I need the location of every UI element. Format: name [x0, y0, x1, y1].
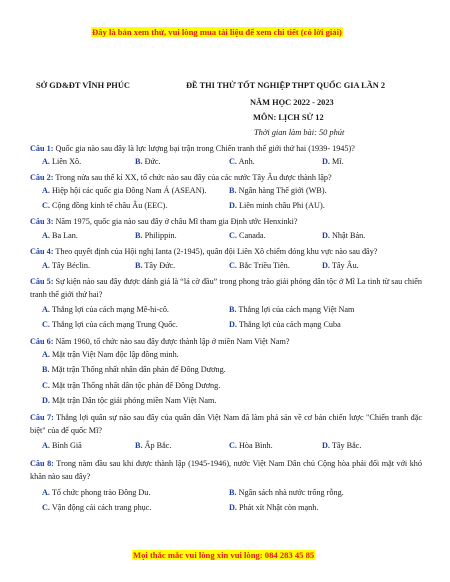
option-c: C. Mặt trận Thống nhất dân tộc phản đế Đông Dương.	[42, 381, 221, 390]
option-b: B. Ngân sách nhà nước trống rỗng.	[229, 488, 344, 497]
option-b: B. Thắng lợi của cách mạng Việt Nam	[229, 305, 355, 314]
question-text: Sự kiện nào sau đây được đánh giá là “lá cờ đầu” trong phong trào giải phóng dân tộc ở Mĩ La tinh từ sau chiến tranh thế giới thứ hai?	[30, 277, 423, 299]
question-number: Câu 2:	[30, 173, 54, 182]
option-b: B. Philippin.	[135, 231, 177, 240]
option-c: C. Thắng lợi của cách mạng Trung Quốc.	[42, 320, 178, 329]
preview-notice-banner: Đây là bản xem thử, vui lòng mua tài liệu để xem chi tiết (có lời giải)	[92, 27, 342, 37]
question-text: Trong năm đầu sau khi được thành lập (1945-1946), nước Việt Nam Dân chủ Cộng hòa phải đối mặt với khó khăn nào sau đây?	[30, 459, 422, 481]
department-name: SỞ GD&ĐT VĨNH PHÚC	[36, 81, 130, 90]
option-d: D. Phát xít Nhật còn mạnh.	[229, 503, 319, 512]
option-b: B. Ngân hàng Thế giới (WB).	[229, 186, 327, 195]
option-a: A. Bình Giã	[42, 441, 82, 450]
question-text: Quốc gia nào sau đây là lực lượng bại trận trong Chiến tranh thế giới thứ hai (1939- 1945)?	[55, 144, 355, 153]
question-number: Câu 8:	[30, 459, 54, 468]
option-c: C. Canada.	[229, 231, 266, 240]
question-3	[30, 215, 422, 228]
question-text: Thắng lợi quân sự nào sau đây của quân dân Việt Nam đã làm phá sản về cơ bản chiến lược "Chiến tranh đặc biệt" của đế quốc Mĩ?	[30, 413, 422, 435]
option-a: A. Ba Lan.	[42, 231, 78, 240]
option-d: D. Nhật Bản.	[322, 231, 366, 240]
question-7	[30, 411, 422, 437]
option-a: A. Tây Béclin.	[42, 261, 91, 270]
contact-banner: Mọi thắc mắc vui lòng xin vui lòng: 084 283 45 85	[133, 550, 315, 560]
option-a: A. Liên Xô.	[42, 157, 82, 166]
option-a: A. Thắng lợi của cách mạng Mê-hi-cô.	[42, 305, 169, 314]
option-d: D. Mặt trận Dân tộc giải phóng miền Nam Việt Nam.	[42, 396, 217, 405]
question-number: Câu 3:	[30, 217, 54, 226]
subject-name: MÔN: LỊCH SỬ 12	[253, 113, 324, 122]
question-2	[30, 171, 422, 184]
option-d: D. Liên minh châu Phi (AU).	[229, 201, 325, 210]
question-1	[30, 142, 422, 155]
option-c: C. Hòa Bình.	[229, 441, 273, 450]
exam-title: ĐỀ THI THỬ TỐT NGHIỆP THPT QUỐC GIA LẦN 2	[186, 81, 386, 90]
question-number: Câu 5:	[30, 277, 54, 286]
option-b: B. Đức.	[135, 157, 161, 166]
option-b: B. Tây Đức.	[135, 261, 176, 270]
question-6	[30, 335, 422, 348]
option-d: D. Tây Âu.	[322, 261, 359, 270]
option-c: C. Vận động cải cách trang phục.	[42, 503, 152, 512]
time-allowed: Thời gian làm bài: 50 phút	[254, 128, 345, 137]
option-b: B. Mặt trận Thống nhất nhân dân phản đế Đông Dương.	[42, 365, 226, 374]
option-d: D. Tây Bắc.	[322, 441, 362, 450]
option-a: A. Hiệp hội các quốc gia Đông Nam Á (ASEAN).	[42, 186, 207, 195]
question-8	[30, 457, 422, 483]
option-d: D. Thắng lợi của cách mạng Cuba	[229, 320, 341, 329]
question-4	[30, 245, 422, 258]
option-a: A. Tổ chức phong trào Đông Du.	[42, 488, 151, 497]
option-c: C. Cộng đồng kinh tế châu Âu (EEC).	[42, 201, 168, 210]
question-text: Trong nửa sau thế kỉ XX, tổ chức nào sau đây của các nước Tây Âu được thành lập?	[55, 173, 332, 182]
option-b: B. Ấp Bắc.	[135, 441, 172, 450]
question-number: Câu 6:	[30, 337, 54, 346]
question-text: Theo quyết định của Hội nghị Ianta (2-1945), quân đội Liên Xô chiếm đóng khu vực nào sau đây?	[55, 247, 378, 256]
option-a: A. Mặt trận Việt Nam độc lập đồng minh.	[42, 350, 179, 359]
question-number: Câu 4:	[30, 247, 54, 256]
option-c: C. Bắc Triều Tiên.	[229, 261, 290, 270]
option-d: D. Mĩ.	[322, 157, 344, 166]
school-year: NĂM HỌC 2022 - 2023	[250, 98, 334, 107]
question-number: Câu 7:	[30, 413, 54, 422]
question-text: Năm 1960, tổ chức nào sau đây được thành lập ở miền Nam Việt Nam?	[55, 337, 290, 346]
option-c: C. Anh.	[229, 157, 255, 166]
question-5	[30, 275, 422, 301]
question-number: Câu 1:	[30, 144, 54, 153]
question-text: Năm 1975, quốc gia nào sau đây ở châu Mĩ tham gia Định ước Henxinki?	[55, 217, 298, 226]
